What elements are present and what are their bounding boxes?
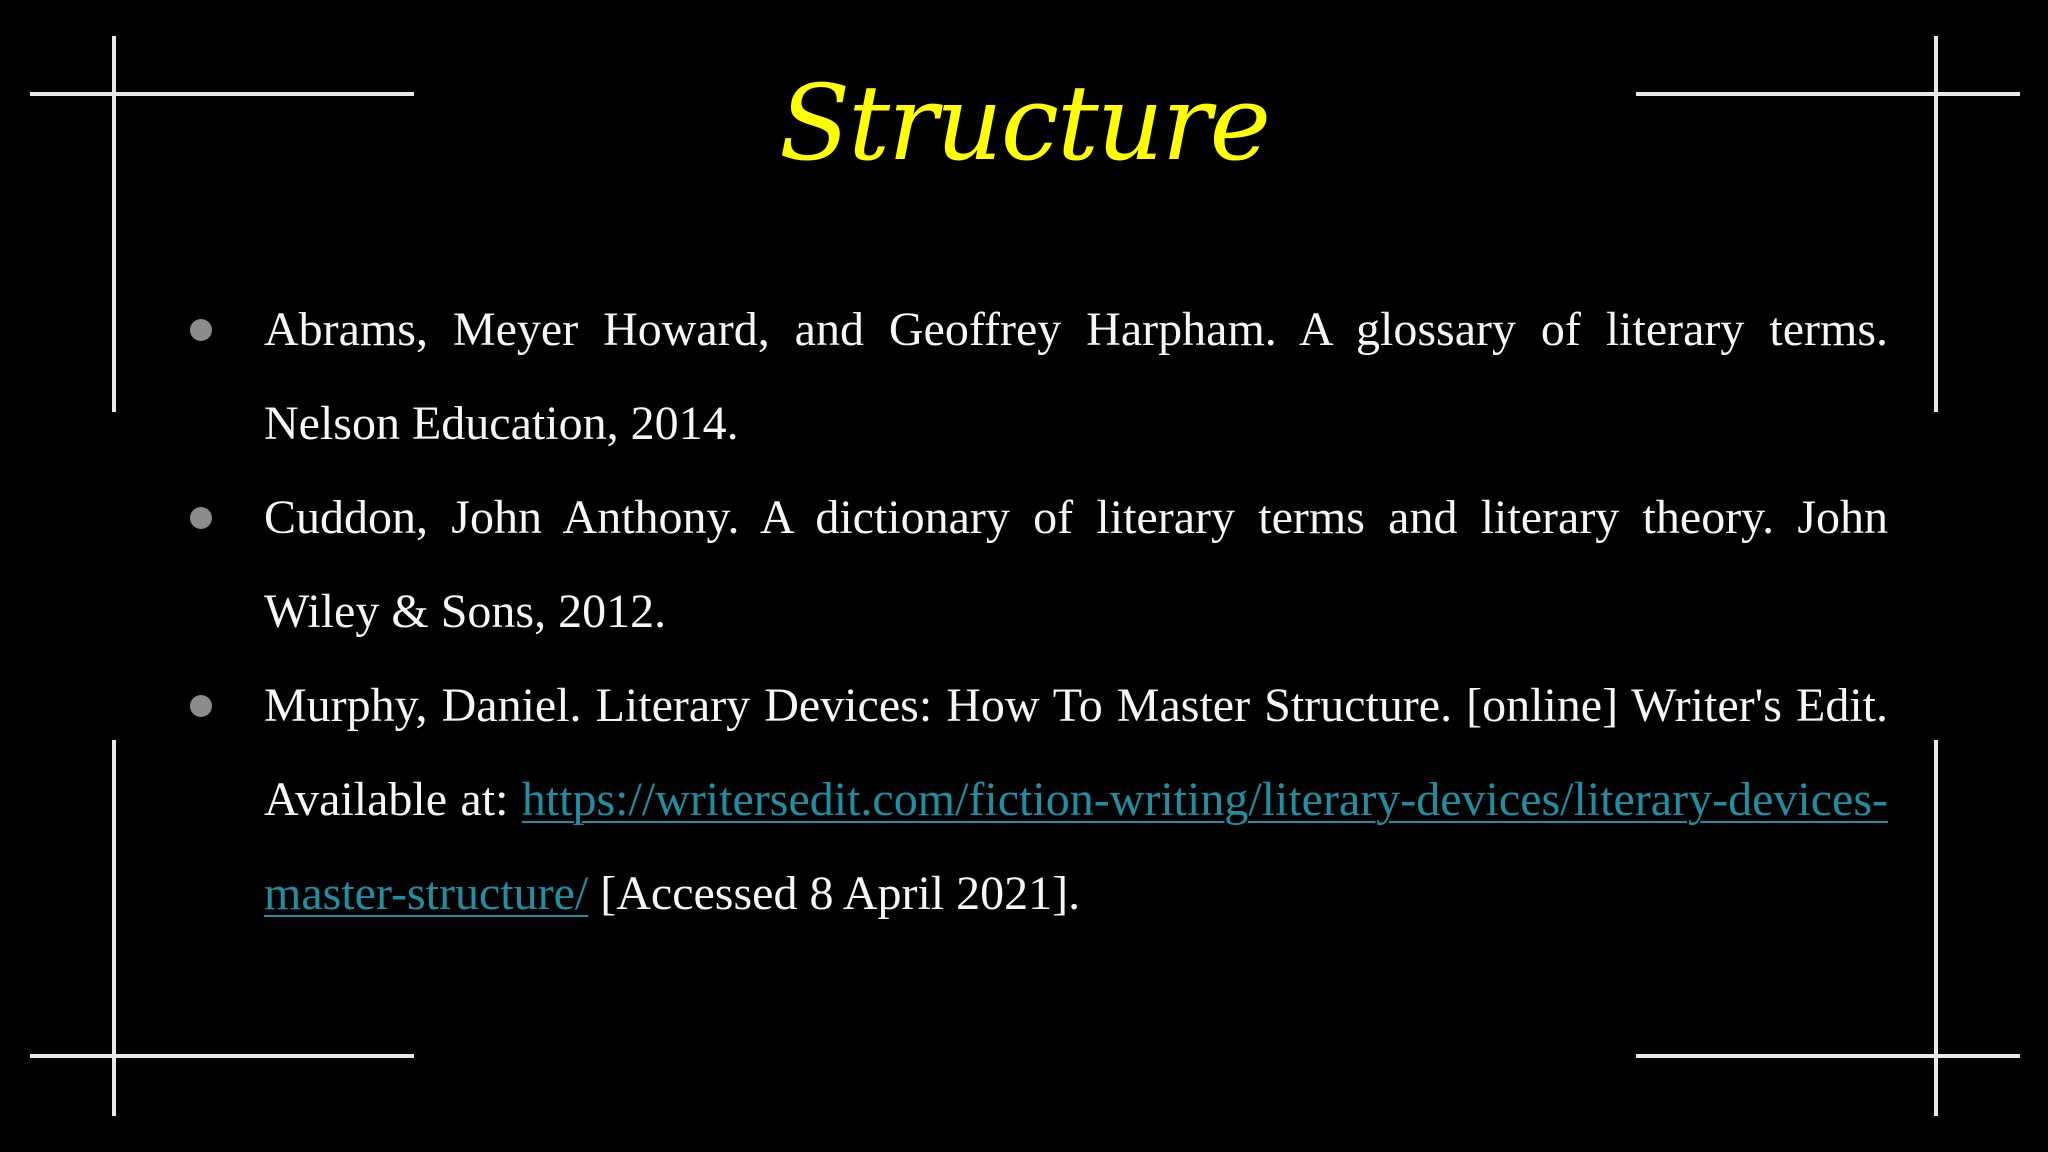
reference-text: Cuddon, John Anthony. A dictionary of literary terms and literary theory. John Wiley & Sons, 2012. bbox=[264, 491, 1888, 638]
frame-line-bottom-right-vertical bbox=[1934, 740, 1938, 1116]
bullet-icon bbox=[190, 695, 212, 717]
bullet-icon bbox=[190, 319, 212, 341]
reference-list bbox=[186, 283, 1888, 941]
frame-line-bottom-left-horizontal bbox=[30, 1054, 414, 1058]
frame-line-bottom-right-horizontal bbox=[1636, 1054, 2020, 1058]
reference-text-after: [Accessed 8 April 2021]. bbox=[588, 867, 1081, 920]
bullet-icon bbox=[190, 507, 212, 529]
reference-item-abrams bbox=[186, 283, 1888, 471]
frame-line-bottom-left-vertical bbox=[112, 740, 116, 1116]
reference-text: Abrams, Meyer Howard, and Geoffrey Harpham. A glossary of literary terms. Nelson Education, 2014. bbox=[264, 303, 1888, 450]
reference-item-murphy bbox=[186, 659, 1888, 941]
reference-link[interactable]: https://writersedit.com/fiction-writing/literary-devices/literary-devices-master-structure/ bbox=[264, 773, 1888, 920]
slide-title: Structure bbox=[778, 62, 1269, 184]
reference-item-cuddon bbox=[186, 471, 1888, 659]
reference-text-before: Murphy, Daniel. Literary Devices: How To Master Structure. [online] Writer's Edit. Available at: bbox=[264, 679, 1888, 826]
